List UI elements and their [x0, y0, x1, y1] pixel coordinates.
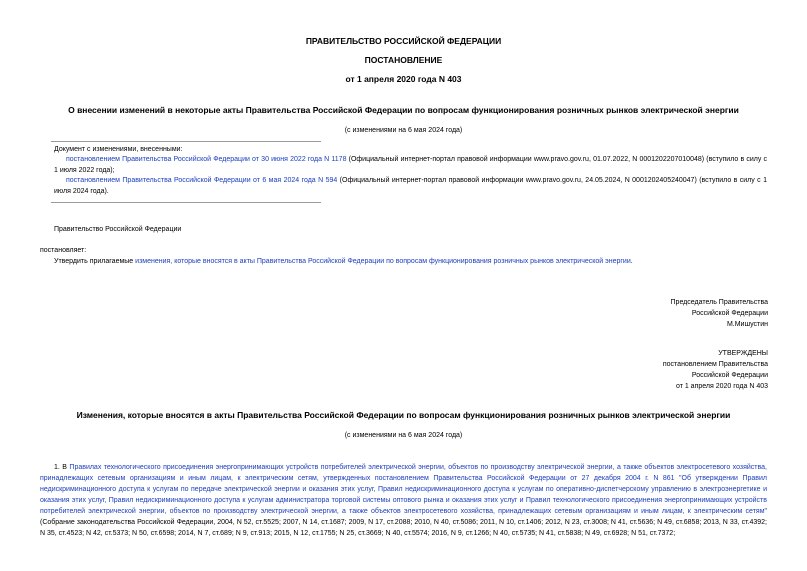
changes-edition-note: (с изменениями на 6 мая 2024 года) — [344, 432, 463, 439]
change-item-1-link[interactable]: Правилах технологического присоединения энергопринимающих устройств потребителей электрической энергии, объектов по производству электрической энергии, а также объектов электросетевого хозяйства, принадлежащих сетевым организациям и иным лицам, к электрическим сетям, утвержденных постановлением Правительства Российской Федерации от 27 декабря 2004 г. N 861 "Об утверждении Правил недискриминационного доступа к услугам по передаче электрической энергии и оказания этих услуг, Правил недискриминационного доступа к услугам по оперативно-диспетчерскому управлению в электроэнергетике и оказания этих услуг, Правил недискриминационного доступа к услугам администратора торговой системы оптового рынка и оказания этих услуг и Правил технологического присоединения энергопринимающих устройств потребителей электрической энергии, объектов по производству электрической энергии, а также объектов электросетевого хозяйства, принадлежащих сетевым организациям и иным лицам, к электрическим сетям" — [40, 464, 767, 515]
amendment-item — [54, 175, 767, 197]
approved-heading: УТВЕРЖДЕНЫ — [718, 350, 768, 357]
approved-date-number: от 1 апреля 2020 года N 403 — [675, 383, 768, 390]
approve-paragraph — [54, 256, 767, 267]
government-heading: ПРАВИТЕЛЬСТВО РОССИЙСКОЙ ФЕДЕРАЦИИ — [305, 36, 502, 46]
approved-by: постановлением Правительства — [662, 361, 768, 368]
document-title: О внесении изменений в некоторые акты Правительства Российской Федерации по вопросам функционирования розничных рынков электрической энергии — [68, 105, 739, 115]
signature-position: Председатель Правительства — [670, 299, 768, 306]
approved-country: Российской Федерации — [691, 372, 768, 379]
amendment-link-1[interactable]: постановлением Правительства Российской Федерации от 30 июня 2022 года N 1178 — [66, 156, 347, 163]
divider-bottom — [51, 202, 321, 203]
amendment-link-2[interactable]: постановлением Правительства Российской Федерации от 6 мая 2024 года N 594 — [66, 177, 338, 184]
government-line: Правительство Российской Федерации — [54, 226, 182, 233]
document-type: ПОСТАНОВЛЕНИЕ — [364, 55, 443, 65]
signature-country: Российской Федерации — [691, 310, 768, 317]
amendment-item — [54, 154, 767, 176]
changes-title: Изменения, которые вносятся в акты Правительства Российской Федерации по вопросам функционирования розничных рынков электрической энергии — [76, 410, 731, 420]
decides-line: постановляет: — [40, 247, 87, 254]
document-date-number: от 1 апреля 2020 года N 403 — [345, 74, 462, 84]
approve-text-pre: Утвердить прилагаемые — [54, 258, 136, 265]
signature-name: М.Мишустин — [726, 321, 768, 328]
change-item-1-text: (Собрание законодательства Российской Федерации, 2004, N 52, ст.5525; 2007, N 14, ст.1687; 2009, N 17, ст.2088; 2010, N 40, ст.5086; 2011, N 10, ст.1406; 2012, N 23, ст.3008; N 41, ст.5636; N 49, ст.6858; 2013, N 33, ст.4392; N 35, ст.4523; N 42, ст.5373; N 50, ст.6598; 2014, N 7, ст.689; N 9, ст.913; 2015, N 12, ст.1755; N 25, ст.3669; N 40, ст.5574; 2016, N 9, ст.1266; N 40, ст.5735; N 41, ст.5838; N 49, ст.6928; N 51, ст.7372; — [40, 519, 767, 537]
change-item-1 — [40, 462, 767, 539]
amendment-text-2: (Официальный интернет-портал правовой информации www.pravo.gov.ru, 24.05.2024, N 0001202405240047) (вступило в силу с 1 июля 2024 года). — [54, 177, 767, 195]
divider-top — [51, 141, 321, 142]
approve-text-post: . — [630, 258, 633, 265]
change-item-1-number: 1. В — [54, 464, 70, 471]
approve-link[interactable]: изменения, которые вносятся в акты Правительства Российской Федерации по вопросам функционирования розничных рынков электрической энергии — [135, 258, 631, 265]
amendments-intro: Документ с изменениями, внесенными: — [54, 146, 183, 153]
amendment-text-1: (Официальный интернет-портал правовой информации www.pravo.gov.ru, 01.07.2022, N 0001202207010048) (вступило в силу с 1 июля 2022 года); — [54, 156, 768, 174]
edition-note: (с изменениями на 6 мая 2024 года) — [344, 127, 463, 134]
